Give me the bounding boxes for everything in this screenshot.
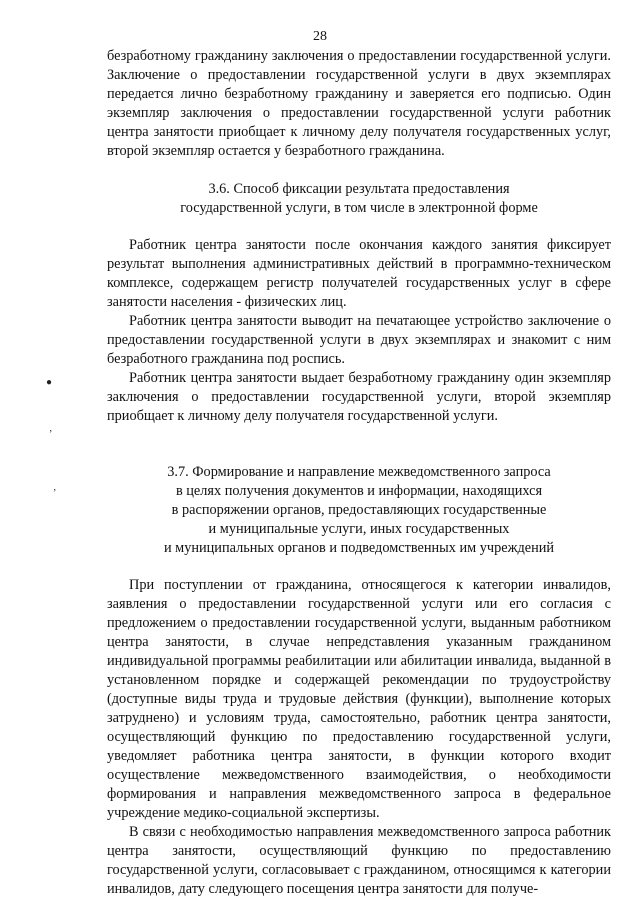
heading-line: и муниципальные услуги, иных государственных: [208, 521, 510, 537]
section-heading-3-6: [107, 180, 611, 218]
body-paragraph: Работник центра занятости после окончания каждого занятия фиксирует результат выполнения административных действий в программно-техническом комплексе, содержащем регистр получателей государственных услуг в сфере занятости населения - физических лиц.: [107, 237, 611, 310]
heading-line: государственной услуги, в том числе в электронной форме: [180, 200, 538, 216]
document-body: [107, 47, 611, 899]
body-paragraph: При поступлении от гражданина, относящегося к категории инвалидов, заявления о предоставлении государственной услуги или его согласия с предложением о предоставлении государственной услуги, выданным работником центра занятости, в случае непредставления указанным гражданином индивидуальной программы реабилитации или абилитации инвалида, выданной в установленном порядке и содержащей рекомендации по трудоустройству (доступные виды труда и трудовые действия (функции), выполнение которых затруднено) и условиям труда, самостоятельно, работник центра занятости, осуществляющий функцию по предоставлению государственной услуги, уведомляет работника центра занятости, в функции которого входит осуществление межведомственного взаимодействия, о необходимости формирования и направления межведомственного запроса в федеральное учреждение медико-социальной экспертизы.: [107, 577, 611, 821]
section-heading-3-7: [107, 463, 611, 558]
heading-line: в распоряжении органов, предоставляющих государственные: [171, 502, 547, 518]
heading-line: 3.7. Формирование и направление межведомственного запроса: [167, 464, 551, 480]
scan-mark: ●: [46, 377, 53, 388]
body-paragraph: Работник центра занятости выводит на печатающее устройство заключение о предоставлении государственной услуги в двух экземплярах и знакомит с ним безработного гражданина под роспись.: [107, 313, 611, 367]
page-number: 28: [313, 29, 327, 44]
scan-mark: ’: [53, 488, 57, 499]
body-paragraph: Работник центра занятости выдает безработному гражданину один экземпляр заключения о предоставлении государственной услуги, второй экземпляр приобщает к личному делу получателя государственной услуги.: [107, 370, 611, 424]
body-paragraph: безработному гражданину заключения о предоставлении государственной услуги. Заключение о предоставлении государственной услуги в двух экземплярах передается лично безработному гражданину и заверяется его подписью. Один экземпляр заключения о предоставлении государственной услуги работник центра занятости приобщает к личному делу получателя государственных услуг, второй экземпляр остается у безработного гражданина.: [107, 48, 611, 159]
body-paragraph: В связи с необходимостью направления межведомственного запроса работник центра занятости, осуществляющий функцию по предоставлению государственной услуги, согласовывает с гражданином, относящимся к категории инвалидов, дату следующего посещения центра занятости для получе-: [107, 824, 611, 897]
heading-line: 3.6. Способ фиксации результата предоставления: [208, 181, 510, 197]
heading-line: в целях получения документов и информации, находящихся: [175, 483, 543, 499]
heading-line: и муниципальных органов и подведомственных им учреждений: [163, 540, 555, 556]
scan-mark: ’: [49, 429, 53, 440]
